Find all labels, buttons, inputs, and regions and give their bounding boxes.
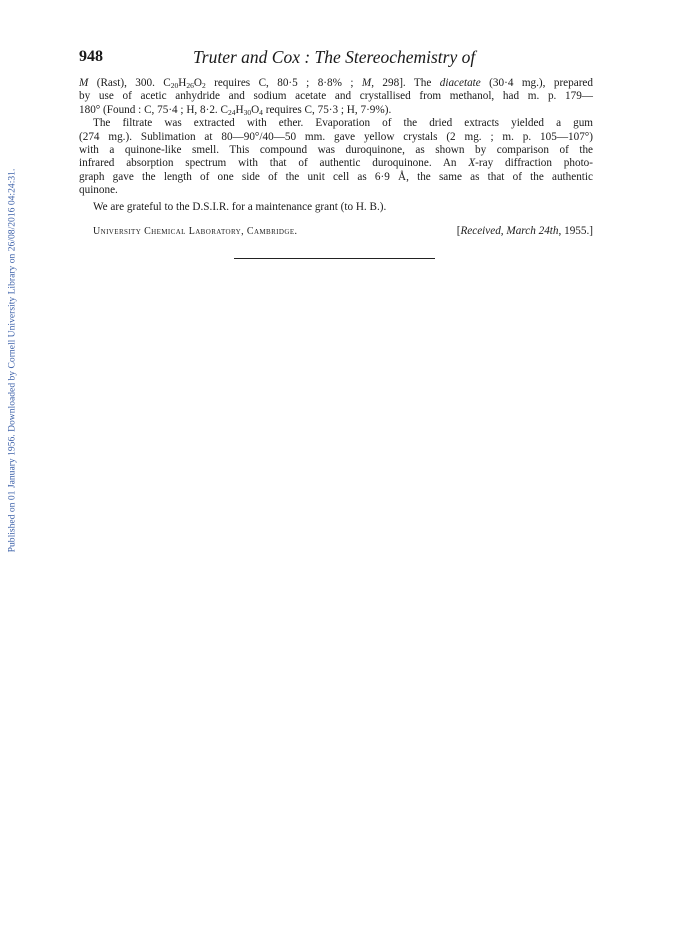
- article-body: [79, 77, 593, 198]
- paragraph-line: by use of acetic anhydride and sodium acetate and crystallised from methanol, had m. p. 179—: [79, 90, 593, 103]
- running-head: Truter and Cox : The Stereochemistry of: [193, 47, 476, 67]
- paragraph-line: graph gave the length of one side of the unit cell as 6·9 Å, the same as that of the authentic: [79, 170, 593, 183]
- acknowledgement: We are grateful to the D.S.I.R. for a maintenance grant (to H. B.).: [93, 201, 387, 213]
- paragraph-line: 180° (Found : C, 75·4 ; H, 8·2. $C_{24}H_{30}O_4$ requires C, 75·3 ; H, 7·9%).: [79, 103, 392, 117]
- paragraph-line: infrared absorption spectrum with that of authentic duroquinone. An X-ray diffraction photo-: [79, 157, 594, 170]
- paragraph-line: (274 mg.). Sublimation at 80—90°/40—50 mm. gave yellow crystals (2 mg. ; m. p. 105—107°): [79, 130, 593, 143]
- paragraph-line: with a quinone-like smell. This compound was duroquinone, as shown by comparison of the: [79, 144, 593, 157]
- end-rule: [234, 258, 435, 259]
- download-watermark: [0, 130, 24, 590]
- paragraph-line: M (Rast), 300. $C_{20}H_{26}O_2$ requires C, 80·5 ; 8·8% ; M, 298]. The diacetate (30·4 mg.), prepared: [79, 77, 593, 90]
- paragraph-line: quinone.: [79, 184, 118, 197]
- affiliation: University Chemical Laboratory, Cambridge.: [93, 226, 298, 237]
- received-date: [Received, March 24th, 1955.]: [456, 225, 593, 237]
- paragraph-line: The filtrate was extracted with ether. Evaporation of the dried extracts yielded a gum: [93, 117, 593, 130]
- page-number: 948: [79, 48, 103, 65]
- download-notice: Published on 01 January 1956. Downloaded by Cornell University Library on 26/08/2016 04:24:31.: [6, 168, 18, 552]
